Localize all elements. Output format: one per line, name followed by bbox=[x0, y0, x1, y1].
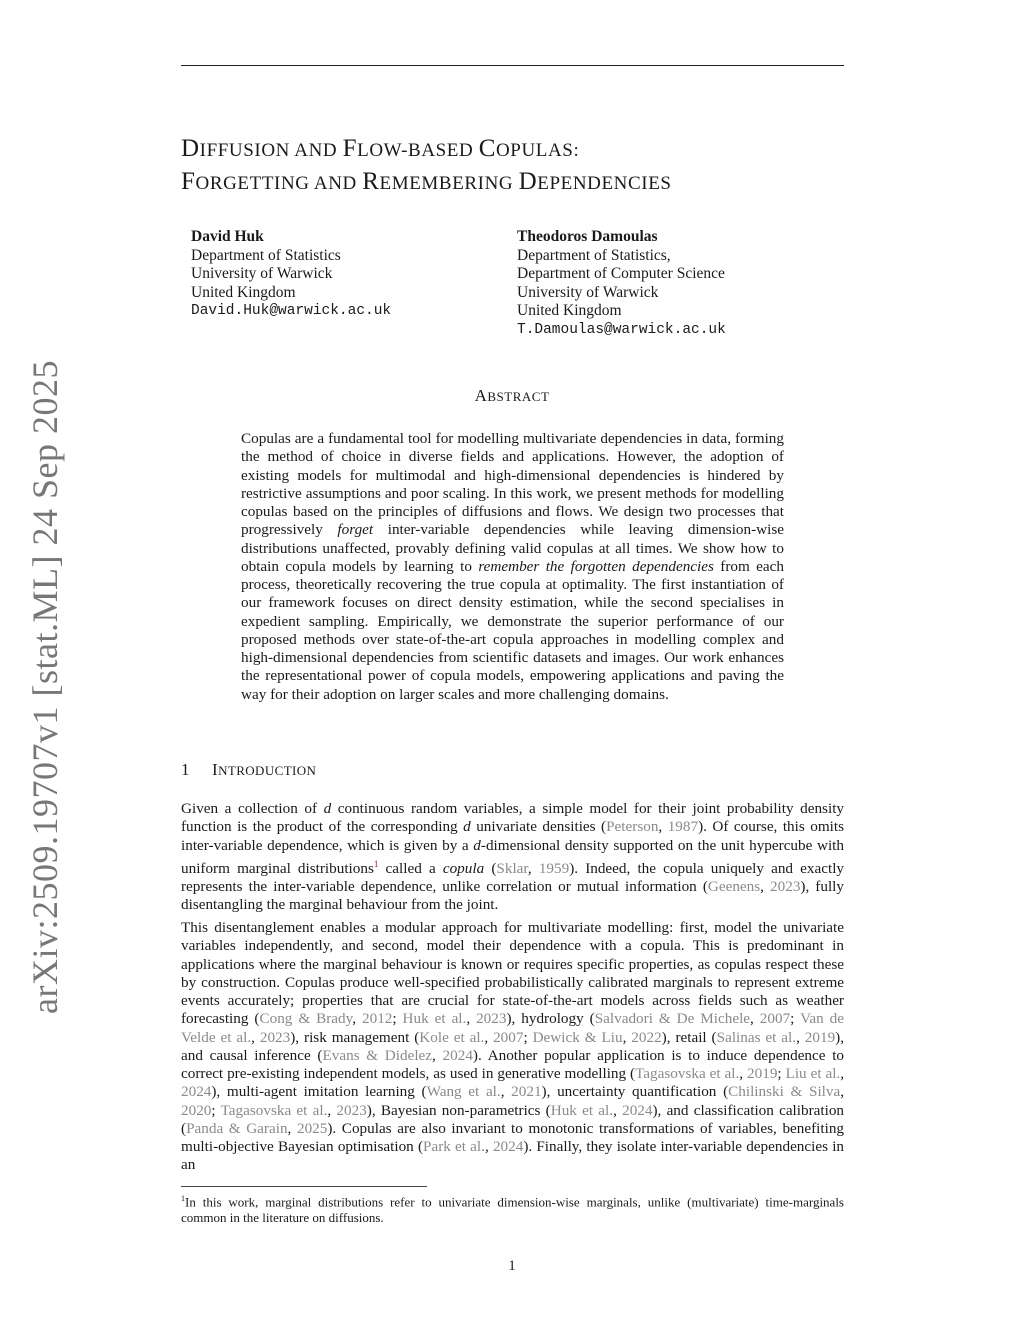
citation-link[interactable]: Salinas et al. bbox=[716, 1028, 797, 1046]
author-name: David Huk bbox=[191, 228, 264, 245]
text-run: , bbox=[739, 1065, 748, 1082]
italic-text: remember the forgotten dependencies bbox=[478, 557, 714, 575]
text-run: ), and classification calibration ( bbox=[181, 1101, 845, 1137]
citation-link[interactable]: 2025 bbox=[296, 1119, 328, 1137]
text-run: , bbox=[527, 859, 539, 877]
text-run: ; bbox=[790, 1010, 801, 1028]
section-number: 1 bbox=[181, 760, 190, 779]
text-run: D bbox=[518, 168, 538, 195]
citation-link[interactable]: Park et al. bbox=[423, 1138, 485, 1155]
citation-link[interactable]: Evans & Didelez bbox=[322, 1046, 433, 1064]
citation-link[interactable]: 2020 bbox=[181, 1101, 212, 1119]
text-run: , bbox=[500, 1083, 512, 1101]
author-affiliation: Department of Computer Science bbox=[517, 265, 725, 283]
text-run: ). Indeed, the copula uniquely and exactly represents the inter-variable dependence, unlike correlation or mutual information ( bbox=[181, 859, 845, 896]
text-run: ), uncertainty quantification ( bbox=[541, 1083, 729, 1101]
text-run: This disentanglement enables a modular approach for multivariate modelling: first, model the univariate variables independently, and second, model their dependence with a copula. This is predominant in applications where the marginal behaviour is known or requires specific properties, as copulas respect these by construction. Copulas produce well-specified probabilistically calibrated marginals to represent extreme events accurately; properties that are crucial for state-of-the-art models across fields such as weather forecasting ( bbox=[181, 919, 844, 1028]
text-run: ( bbox=[484, 859, 497, 877]
text-run: ; bbox=[777, 1065, 786, 1082]
author-name: Theodoros Damoulas bbox=[517, 228, 658, 245]
citation-link[interactable]: Dewick & Liu bbox=[532, 1028, 623, 1046]
small-caps-text: EMEMBERING bbox=[379, 173, 519, 194]
italic-text: d bbox=[323, 800, 332, 817]
citation-link[interactable]: Cong & Brady bbox=[259, 1010, 353, 1028]
italic-text: copula bbox=[442, 859, 485, 877]
text-run: , bbox=[613, 1101, 623, 1119]
abstract-body bbox=[241, 430, 784, 704]
text-run: , bbox=[840, 1065, 845, 1082]
text-run: ), fully disentangling the marginal behaviour from the joint. bbox=[181, 878, 844, 914]
citation-link[interactable]: 1959 bbox=[538, 859, 570, 877]
text-run: ), hydrology ( bbox=[506, 1010, 595, 1028]
citation-link[interactable]: 2023 bbox=[770, 878, 801, 896]
citation-link[interactable]: 2022 bbox=[631, 1028, 662, 1046]
citation-link[interactable]: Kole et al. bbox=[419, 1028, 485, 1046]
text-run: Copulas are a fundamental tool for modelling multivariate dependencies in data, forming the method of choice in diverse fields and applications. However, the adoption of existing models for multimodal and high-dimensional dependencies is hindered by restrictive assumptions and poor scaling. In this work, we present methods for modelling copulas based on the principles of diffusions and flows. We design two processes that progressively bbox=[241, 430, 784, 539]
text-run: continuous random variables, a simple model for their joint probability density function is the product of the corresponding bbox=[181, 800, 845, 836]
title-line-2 bbox=[181, 166, 881, 199]
citation-link[interactable]: Wang et al. bbox=[426, 1083, 501, 1101]
page-number: 1 bbox=[508, 1258, 516, 1274]
text-run: ), retail ( bbox=[661, 1028, 717, 1046]
footnote-text: In this work, marginal distributions refer to univariate dimension-wise marginals, unlike (multivariate) time-marginals common in the literature on diffusions. bbox=[181, 1194, 844, 1226]
small-caps-text: IFFUSION AND bbox=[199, 140, 343, 161]
title-line-1 bbox=[181, 133, 881, 166]
text-run: , bbox=[484, 1028, 494, 1046]
footnote-rule bbox=[181, 1186, 427, 1187]
author-affiliation: Department of Statistics bbox=[191, 246, 341, 264]
text-run: ), and causal inference ( bbox=[181, 1028, 845, 1064]
text-run: ). Of course, this omits inter-variable dependence, which is given by a bbox=[181, 818, 845, 854]
citation-link[interactable]: Tagasovska et al. bbox=[635, 1065, 740, 1082]
citation-link[interactable]: 2024 bbox=[492, 1138, 524, 1155]
section-title-initial: I bbox=[212, 760, 219, 779]
citation-link[interactable]: 2023 bbox=[336, 1101, 367, 1119]
text-run: , bbox=[760, 878, 771, 896]
footnote bbox=[181, 1191, 844, 1226]
header-rule bbox=[181, 65, 844, 66]
text-run: F bbox=[342, 135, 358, 162]
citation-link[interactable]: Chilinski & Silva bbox=[728, 1083, 841, 1101]
text-run: , bbox=[327, 1101, 337, 1119]
text-run: univariate densities ( bbox=[470, 818, 607, 836]
citation-link[interactable]: 2024 bbox=[442, 1046, 473, 1064]
citation-link[interactable]: 2023 bbox=[259, 1028, 291, 1046]
author-affiliation: United Kingdom bbox=[191, 283, 296, 301]
text-run: , bbox=[840, 1083, 845, 1101]
text-run: from each process, theoretically recovering the true copula at optimality. The first instantiation of our framework focuses on direct density estimation, while the second specialises in expedient sampling. Empirically, we demonstrate the superior performance of our proposed methods over state-of-the-art copula approaches in modelling complex and high-dimensional dependencies from scientific datasets and images. Our work enhances the representational power of copula models, empowering applications and paving the way for their adoption on larger scales and more challenging domains. bbox=[241, 557, 785, 703]
text-run: Given a collection of bbox=[181, 800, 324, 817]
citation-link[interactable]: Van de Velde et al. bbox=[181, 1010, 844, 1046]
text-run: , bbox=[466, 1010, 477, 1028]
text-run: C bbox=[478, 135, 496, 162]
italic-text: forget bbox=[337, 521, 374, 539]
text-run: -dimensional density supported on the unit hypercube with uniform marginal distributions bbox=[181, 836, 844, 877]
text-run: , bbox=[352, 1010, 362, 1028]
text-run: , bbox=[796, 1028, 805, 1046]
paper-title bbox=[181, 133, 881, 199]
section-heading-introduction bbox=[181, 760, 316, 780]
citation-link[interactable]: 2023 bbox=[476, 1010, 507, 1028]
text-run: , bbox=[622, 1028, 632, 1046]
text-run: ; bbox=[523, 1028, 533, 1046]
citation-link[interactable]: 2007 bbox=[759, 1010, 791, 1028]
arxiv-identifier[interactable]: arXiv:2509.19707v1 [stat.ML] 24 Sep 2025 bbox=[25, 360, 65, 1014]
author-email[interactable]: David.Huk@warwick.ac.uk bbox=[191, 303, 392, 320]
author-affiliation: University of Warwick bbox=[191, 265, 333, 283]
citation-link[interactable]: 2021 bbox=[511, 1083, 542, 1101]
abstract-heading-rest: BSTRACT bbox=[487, 389, 550, 404]
text-run: ), multi-agent imitation learning ( bbox=[211, 1083, 427, 1101]
text-run: D bbox=[181, 135, 200, 162]
citation-link[interactable]: Tagasovska et al. bbox=[220, 1101, 328, 1119]
citation-link[interactable]: 2007 bbox=[493, 1028, 524, 1046]
citation-link[interactable]: Panda & Garain bbox=[186, 1119, 288, 1137]
text-run: R bbox=[362, 168, 380, 195]
text-run: F bbox=[181, 168, 196, 195]
author-block-2 bbox=[517, 228, 726, 340]
author-affiliation: United Kingdom bbox=[517, 302, 622, 320]
citation-link[interactable]: Salvadori & De Michele bbox=[594, 1010, 751, 1028]
text-run: called a bbox=[378, 859, 443, 877]
citation-link[interactable]: Huk et al. bbox=[550, 1101, 614, 1119]
text-run: , bbox=[432, 1046, 443, 1064]
small-caps-text: ORGETTING AND bbox=[195, 173, 363, 194]
text-run: ; bbox=[392, 1010, 403, 1028]
footnote-ref[interactable]: 1 bbox=[373, 858, 379, 869]
citation-link[interactable]: Geenens bbox=[707, 878, 761, 896]
author-email[interactable]: T.Damoulas@warwick.ac.uk bbox=[517, 321, 726, 338]
author-block-1 bbox=[191, 228, 391, 321]
text-run: ). Copulas are also invariant to monotonic transformations of variables, benefiting multi-objective Bayesian optimisation ( bbox=[181, 1119, 845, 1155]
abstract-heading bbox=[0, 386, 1024, 406]
citation-link[interactable]: Huk et al. bbox=[402, 1010, 467, 1028]
citation-link[interactable]: Sklar bbox=[496, 859, 528, 877]
small-caps-text: LOW-BASED bbox=[357, 140, 479, 161]
abstract-heading-initial: A bbox=[474, 386, 488, 405]
author-affiliation: University of Warwick bbox=[517, 283, 659, 301]
section-title-rest: NTRODUCTION bbox=[218, 763, 317, 778]
citation-link[interactable]: 2019 bbox=[804, 1028, 836, 1046]
citation-link[interactable]: Peterson bbox=[606, 818, 659, 836]
text-run: inter-variable dependencies while leaving dimension-wise distributions unaffected, provably defining valid copulas at all times. We show how to obtain copula models by learning to bbox=[241, 521, 784, 575]
citation-link[interactable]: 2024 bbox=[181, 1083, 212, 1101]
citation-link[interactable]: 2012 bbox=[362, 1010, 393, 1028]
citation-link[interactable]: 2019 bbox=[747, 1065, 778, 1082]
italic-text: d bbox=[473, 836, 481, 854]
citation-link[interactable]: 1987 bbox=[667, 818, 699, 836]
text-run: ; bbox=[211, 1101, 221, 1119]
text-run: , bbox=[484, 1138, 493, 1155]
text-run: ). Another popular application is to induce dependence to correct pre-existing independent models, as used in generative modelling ( bbox=[181, 1046, 845, 1082]
author-affiliation: Department of Statistics, bbox=[517, 246, 671, 264]
citation-link[interactable]: Liu et al. bbox=[785, 1065, 841, 1082]
text-run: , bbox=[287, 1119, 297, 1137]
footnote-mark: 1 bbox=[181, 1194, 185, 1203]
text-run: ), risk management ( bbox=[290, 1028, 420, 1046]
italic-text: d bbox=[463, 818, 471, 836]
intro-paragraph-2 bbox=[181, 919, 844, 1175]
text-run: , bbox=[750, 1010, 760, 1028]
text-run: , bbox=[658, 818, 668, 836]
text-run: ), Bayesian non-parametrics ( bbox=[366, 1101, 551, 1119]
text-run: , bbox=[251, 1028, 260, 1046]
small-caps-text: EPENDENCIES bbox=[537, 173, 672, 194]
text-run: ). Finally, they isolate inter-variable dependencies in an bbox=[181, 1138, 845, 1174]
small-caps-text: OPULAS: bbox=[495, 140, 580, 161]
intro-paragraph-1 bbox=[181, 800, 844, 915]
citation-link[interactable]: 2024 bbox=[622, 1101, 653, 1119]
